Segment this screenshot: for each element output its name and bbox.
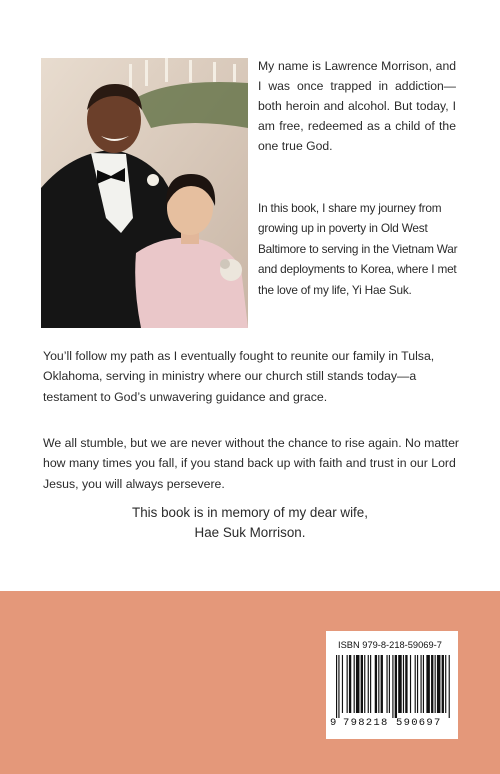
barcode-bar — [342, 655, 343, 713]
barcode-bar — [349, 655, 351, 713]
barcode-bar — [442, 655, 444, 713]
barcode-bar — [381, 655, 383, 713]
barcode-bar — [336, 655, 337, 718]
barcode-bar — [378, 655, 379, 713]
barcode-digit-group-2: 590697 — [396, 717, 442, 729]
barcode-bar — [445, 655, 446, 713]
barcode-bar — [420, 655, 421, 713]
memorial-line-2: Hae Suk Morrison. — [194, 525, 306, 540]
intro-paragraph: My name is Lawrence Morrison, and I was once trapped in addiction—both heroin and alcohol. But today, I am free, redeemed as a child of the one true God. — [258, 59, 456, 153]
barcode-bar — [417, 655, 418, 713]
barcode-bar — [410, 655, 411, 713]
barcode-bar — [368, 655, 369, 713]
barcode-bar — [386, 655, 387, 713]
barcode-bar — [370, 655, 371, 713]
barcode-digit-first: 9 — [330, 717, 337, 729]
memorial-dedication — [60, 503, 440, 543]
barcode-bar — [449, 655, 450, 718]
barcode-bar — [375, 655, 377, 713]
memorial-line-1: This book is in memory of my dear wife, — [132, 505, 368, 520]
barcode-bar — [423, 655, 424, 713]
path-paragraph: You’ll follow my path as I eventually fought to reunite our family in Tulsa, Oklahoma, serving in ministry where our church still stands today—a testament to God’s unwavering guidance and grace. — [43, 349, 435, 404]
barcode-bar — [361, 655, 363, 713]
barcode-bar — [354, 655, 355, 713]
stumble-paragraph: We all stumble, but we are never without the chance to rise again. No matter how many times you fall, if you stand back up with faith and trust in our Lord Jesus, you will always persevere. — [43, 436, 460, 491]
barcode-bar — [347, 655, 348, 713]
barcode-bar — [392, 655, 393, 718]
barcode-panel — [326, 631, 458, 739]
barcode-bar — [398, 655, 402, 713]
barcode-bar — [356, 655, 360, 713]
barcode-bars — [336, 655, 451, 718]
author-photo — [41, 58, 248, 328]
barcode-bar — [435, 655, 436, 713]
barcode-bar — [364, 655, 365, 713]
barcode-bar — [426, 655, 430, 713]
barcode-bar — [338, 655, 339, 718]
barcode-digit-group-1: 798218 — [343, 717, 389, 729]
barcode-bar — [395, 655, 397, 718]
barcode-bar — [405, 655, 407, 713]
barcode-bar — [437, 655, 441, 713]
barcode-bar — [389, 655, 390, 713]
isbn-label: ISBN 979-8-218-59069-7 — [338, 640, 442, 650]
barcode-bar — [403, 655, 404, 713]
journey-paragraph: In this book, I share my journey from growing up in poverty in Old West Baltimore to serving in the Vietnam War and deployments to Korea, where I met the love of my life, Yi Hae Suk. — [258, 201, 458, 297]
barcode-bar — [431, 655, 433, 713]
barcode-bar — [415, 655, 416, 713]
